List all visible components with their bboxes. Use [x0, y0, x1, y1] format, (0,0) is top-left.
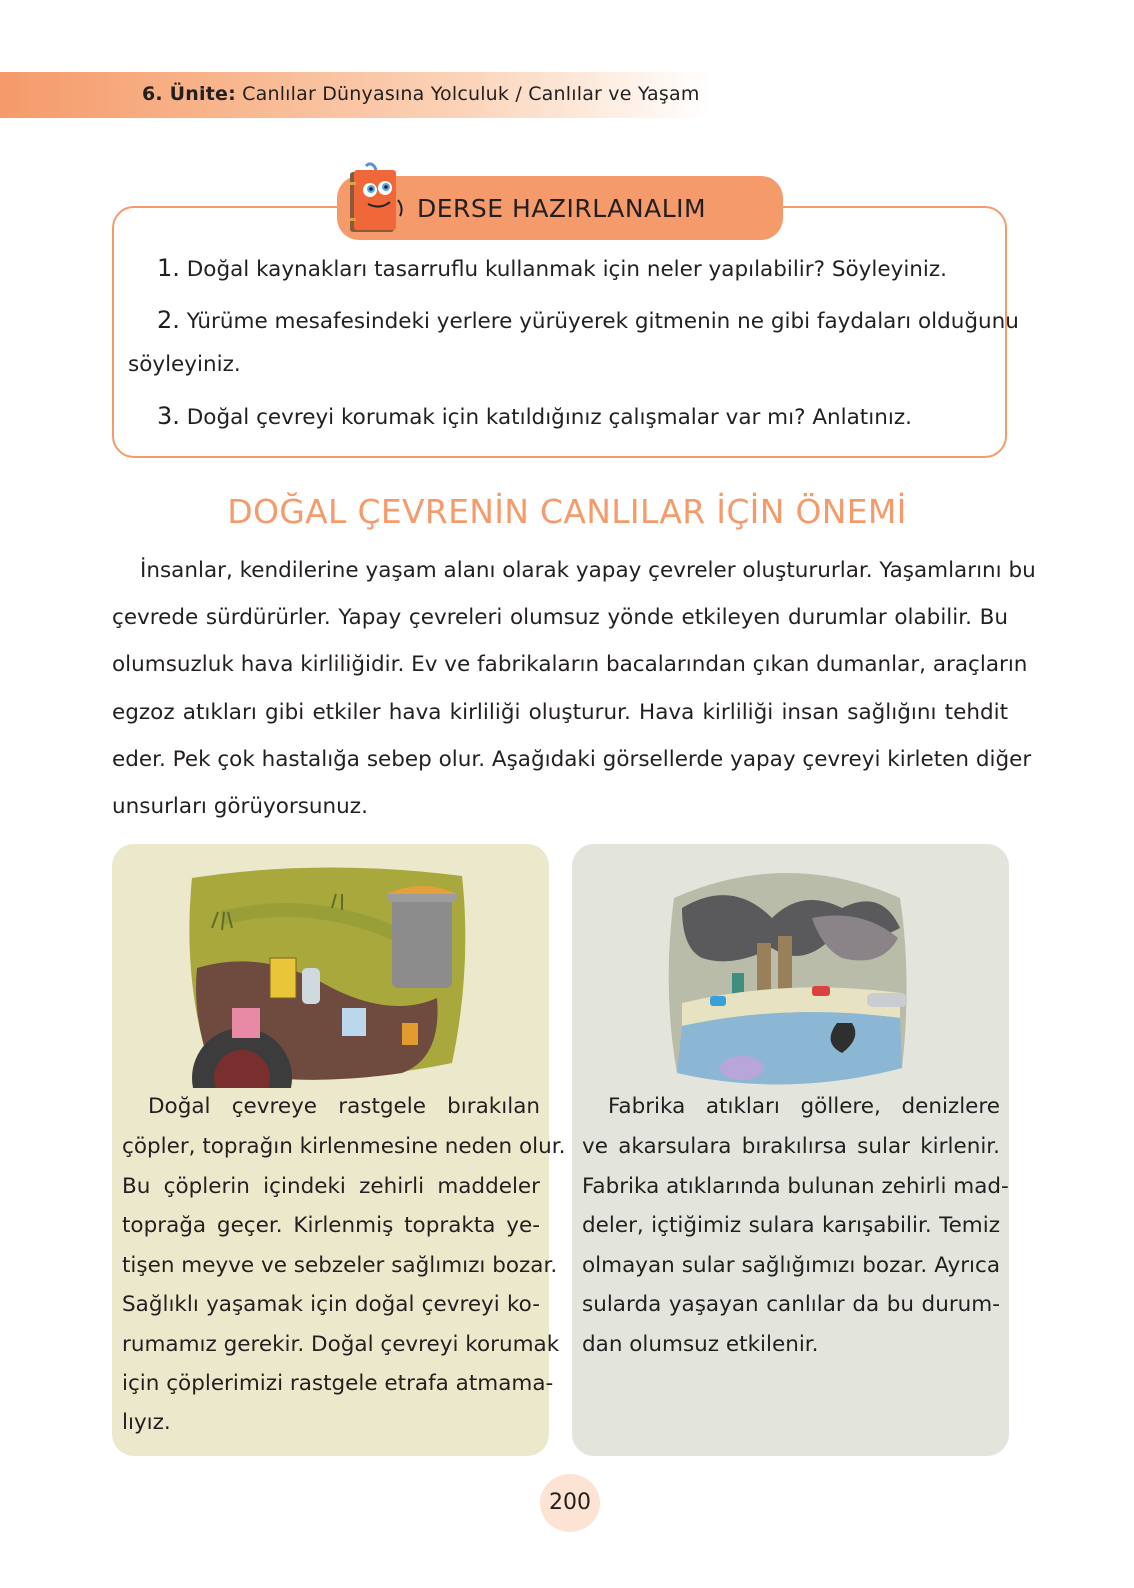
card-text-line: Fabrika atıklarında bulunan zehirli mad-	[582, 1174, 1009, 1199]
card-text-line: Sağlıklı yaşamak için doğal çevreyi ko-	[122, 1292, 540, 1317]
question-2-continuation: söyleyiniz.	[128, 352, 241, 377]
card-text-line: Doğal çevreye rastgele bırakılan	[148, 1094, 540, 1119]
card-text-line: lıyız.	[122, 1410, 171, 1435]
paragraph-line: olumsuzluk hava kirliliğidir. Ev ve fabrikaların bacalarından çıkan dumanlar, araçların	[112, 652, 1028, 677]
unit-banner	[0, 72, 710, 118]
card-text-line: deler, içtiğimiz sulara karışabilir. Temiz	[582, 1213, 1000, 1238]
card-text-line: tişen meyve ve sebzeler sağlımızı bozar.	[122, 1253, 558, 1278]
card-text-line: olmayan sular sağlığımızı bozar. Ayrıca	[582, 1253, 1000, 1278]
card-text-line: rumamız gerekir. Doğal çevreyi korumak	[122, 1332, 560, 1357]
book-mascot-icon	[340, 160, 410, 238]
water-pollution-card	[572, 844, 1009, 1456]
paragraph-line: çevrede sürdürürler. Yapay çevreleri olumsuz yönde etkileyen durumlar olabilir. Bu	[112, 605, 1008, 630]
garbage-field-illustration	[182, 858, 472, 1088]
card-text-line: ve akarsulara bırakılırsa sular kirlenir.	[582, 1134, 1000, 1159]
card-text-line: çöpler, toprağın kirlenmesine neden olur.	[122, 1134, 566, 1159]
question-2: 2. Yürüme mesafesindeki yerlere yürüyerek gitmenin ne gibi faydaları olduğunu	[157, 306, 1019, 334]
card-text-line: toprağa geçer. Kirlenmiş toprakta ye-	[122, 1213, 540, 1238]
unit-label: 6. Ünite:	[142, 83, 236, 105]
soil-pollution-card	[112, 844, 566, 1456]
unit-heading	[142, 83, 700, 105]
paragraph-line: unsurları görüyorsunuz.	[112, 794, 368, 819]
section-title: DOĞAL ÇEVRENİN CANLILAR İÇİN ÖNEMİ	[227, 492, 907, 531]
page-number: 200	[540, 1474, 600, 1532]
paragraph-line: egzoz atıkları gibi etkiler hava kirliliği oluşturur. Hava kirliliği insan sağlığını tehdit	[112, 700, 1008, 725]
card-text-line: Fabrika atıkları göllere, denizlere	[608, 1094, 1000, 1119]
card-text-line: sularda yaşayan canlılar da bu durum-	[582, 1292, 1000, 1317]
question-3: 3. Doğal çevreyi korumak için katıldığınız çalışmalar var mı? Anlatınız.	[157, 402, 912, 430]
card-text-line: Bu çöplerin içindeki zehirli maddeler	[122, 1174, 540, 1199]
paragraph-line: eder. Pek çok hastalığa sebep olur. Aşağıdaki görsellerde yapay çevreyi kirleten diğer	[112, 747, 1032, 772]
prep-section-title: DERSE HAZIRLANALIM	[417, 194, 707, 223]
unit-title: Canlılar Dünyasına Yolculuk / Canlılar ve Yaşam	[242, 83, 700, 105]
card-text-line: dan olumsuz etkilenir.	[582, 1332, 819, 1357]
factory-water-pollution-illustration	[662, 858, 912, 1088]
card-text-line: için çöplerimizi rastgele etrafa atmama-	[122, 1371, 554, 1396]
question-1: 1. Doğal kaynakları tasarruflu kullanmak için neler yapılabilir? Söyleyiniz.	[157, 254, 948, 282]
paragraph-line: İnsanlar, kendilerine yaşam alanı olarak yapay çevreler oluştururlar. Yaşamlarını bu	[140, 558, 1036, 583]
